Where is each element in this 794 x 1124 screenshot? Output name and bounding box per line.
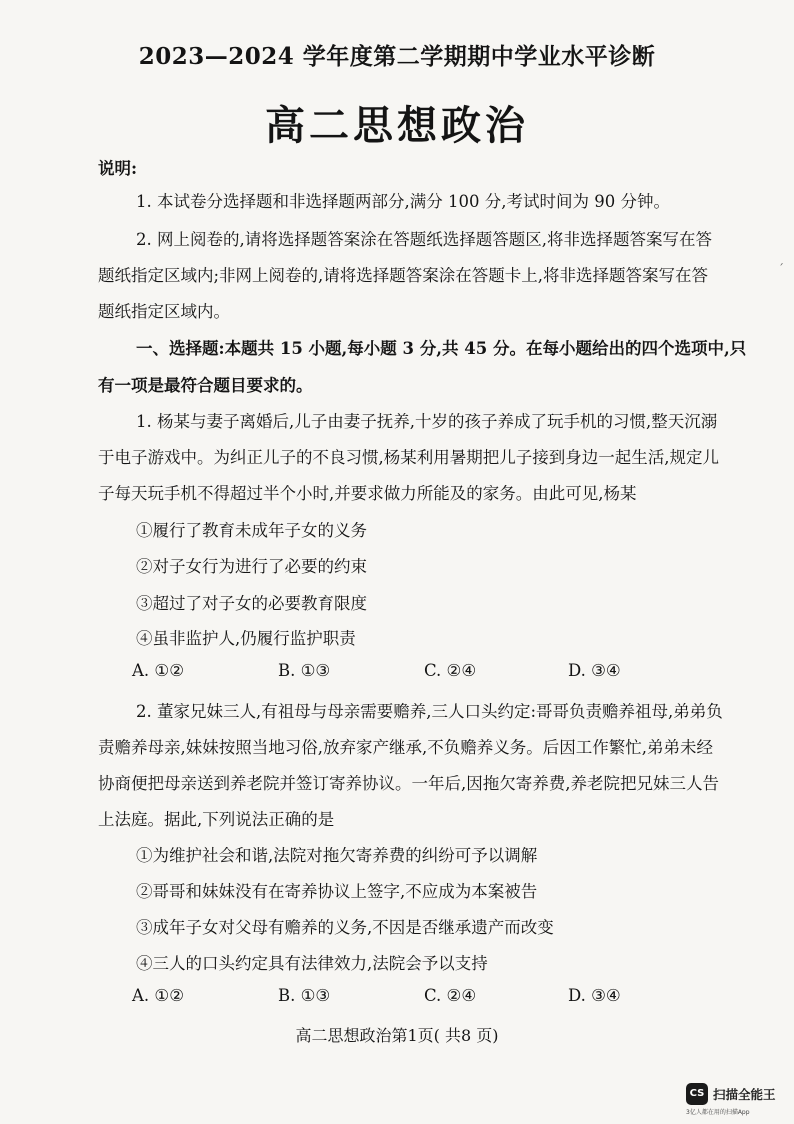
scanner-watermark [686,1083,786,1119]
notes-item-2-line-3: 题纸指定区域内。 [98,302,230,321]
q2-stem-line-3: 协商便把母亲送到养老院并签订寄养协议。一年后,因拖欠寄养费,养老院把兄妹三人告 [98,774,719,793]
q1-statement-3: ③超过了对子女的必要教育限度 [136,594,367,613]
q2-stem-line-2: 责赡养母亲,妹妹按照当地习俗,放弃家产继承,不负赡养义务。后因工作繁忙,弟弟未经 [98,738,713,757]
q2-statement-2: ②哥哥和妹妹没有在寄养协议上签字,不应成为本案被告 [136,882,538,901]
notes-item-2-line-1: 2. 网上阅卷的,请将选择题答案涂在答题纸选择题答题区,将非选择题答案写在答 [136,230,712,249]
q2-option-c: C. ②④ [424,986,477,1005]
q2-option-a: A. ①② [132,986,184,1005]
q1-option-a: A. ①② [132,661,184,680]
q1-statement-2: ②对子女行为进行了必要的约束 [136,557,367,576]
scan-mark-icon: ˊ [778,262,784,276]
notes-item-1: 1. 本试卷分选择题和非选择题两部分,满分 100 分,考试时间为 90 分钟。 [136,192,670,211]
q1-option-c: C. ②④ [424,661,477,680]
q1-stem-line-3: 子每天玩手机不得超过半个小时,并要求做力所能及的家务。由此可见,杨某 [98,484,637,503]
q2-stem-line-4: 上法庭。据此,下列说法正确的是 [98,810,335,829]
q2-option-d: D. ③④ [568,986,621,1005]
q1-stem-line-2: 于电子游戏中。为纠正儿子的不良习惯,杨某利用暑期把儿子接到身边一起生活,规定儿 [98,448,719,467]
q1-stem-line-1: 1. 杨某与妻子离婚后,儿子由妻子抚养,十岁的孩子养成了玩手机的习惯,整天沉溺 [136,412,718,431]
q2-statement-4: ④三人的口头约定具有法律效力,法院会予以支持 [136,954,488,973]
scanner-tagline: 3亿人都在用的扫描App [686,1109,750,1116]
scanner-app-name: 扫描全能王 [713,1087,776,1102]
q1-option-d: D. ③④ [568,661,621,680]
page-footer: 高二思想政治第1页( 共8 页) [295,1026,499,1045]
section-1-heading-line-1: 一、选择题:本题共 15 小题,每小题 3 分,共 45 分。在每小题给出的四个选项中,只 [136,339,747,358]
notes-label: 说明: [98,159,138,178]
q2-statement-3: ③成年子女对父母有赡养的义务,不因是否继承遗产而改变 [136,918,554,937]
q1-statement-4: ④虽非监护人,仍履行监护职责 [136,629,356,648]
section-1-heading-line-2: 有一项是最符合题目要求的。 [98,376,313,395]
q2-stem-line-1: 2. 董家兄妹三人,有祖母与母亲需要赡养,三人口头约定:哥哥负责赡养祖母,弟弟负 [136,702,723,721]
q2-option-b: B. ①③ [278,986,331,1005]
q1-statement-1: ①履行了教育未成年子女的义务 [136,521,367,540]
q2-statement-1: ①为维护社会和谐,法院对拖欠寄养费的纠纷可予以调解 [136,846,538,865]
scanner-logo-icon: CS [686,1083,708,1105]
subject-title: 高二思想政治 [265,102,529,149]
q1-option-b: B. ①③ [278,661,331,680]
notes-item-2-line-2: 题纸指定区域内;非网上阅卷的,请将选择题答案涂在答题卡上,将非选择题答案写在答 [98,266,709,285]
exam-year-title: 2023—2024 学年度第二学期期中学业水平诊断 [138,43,656,70]
